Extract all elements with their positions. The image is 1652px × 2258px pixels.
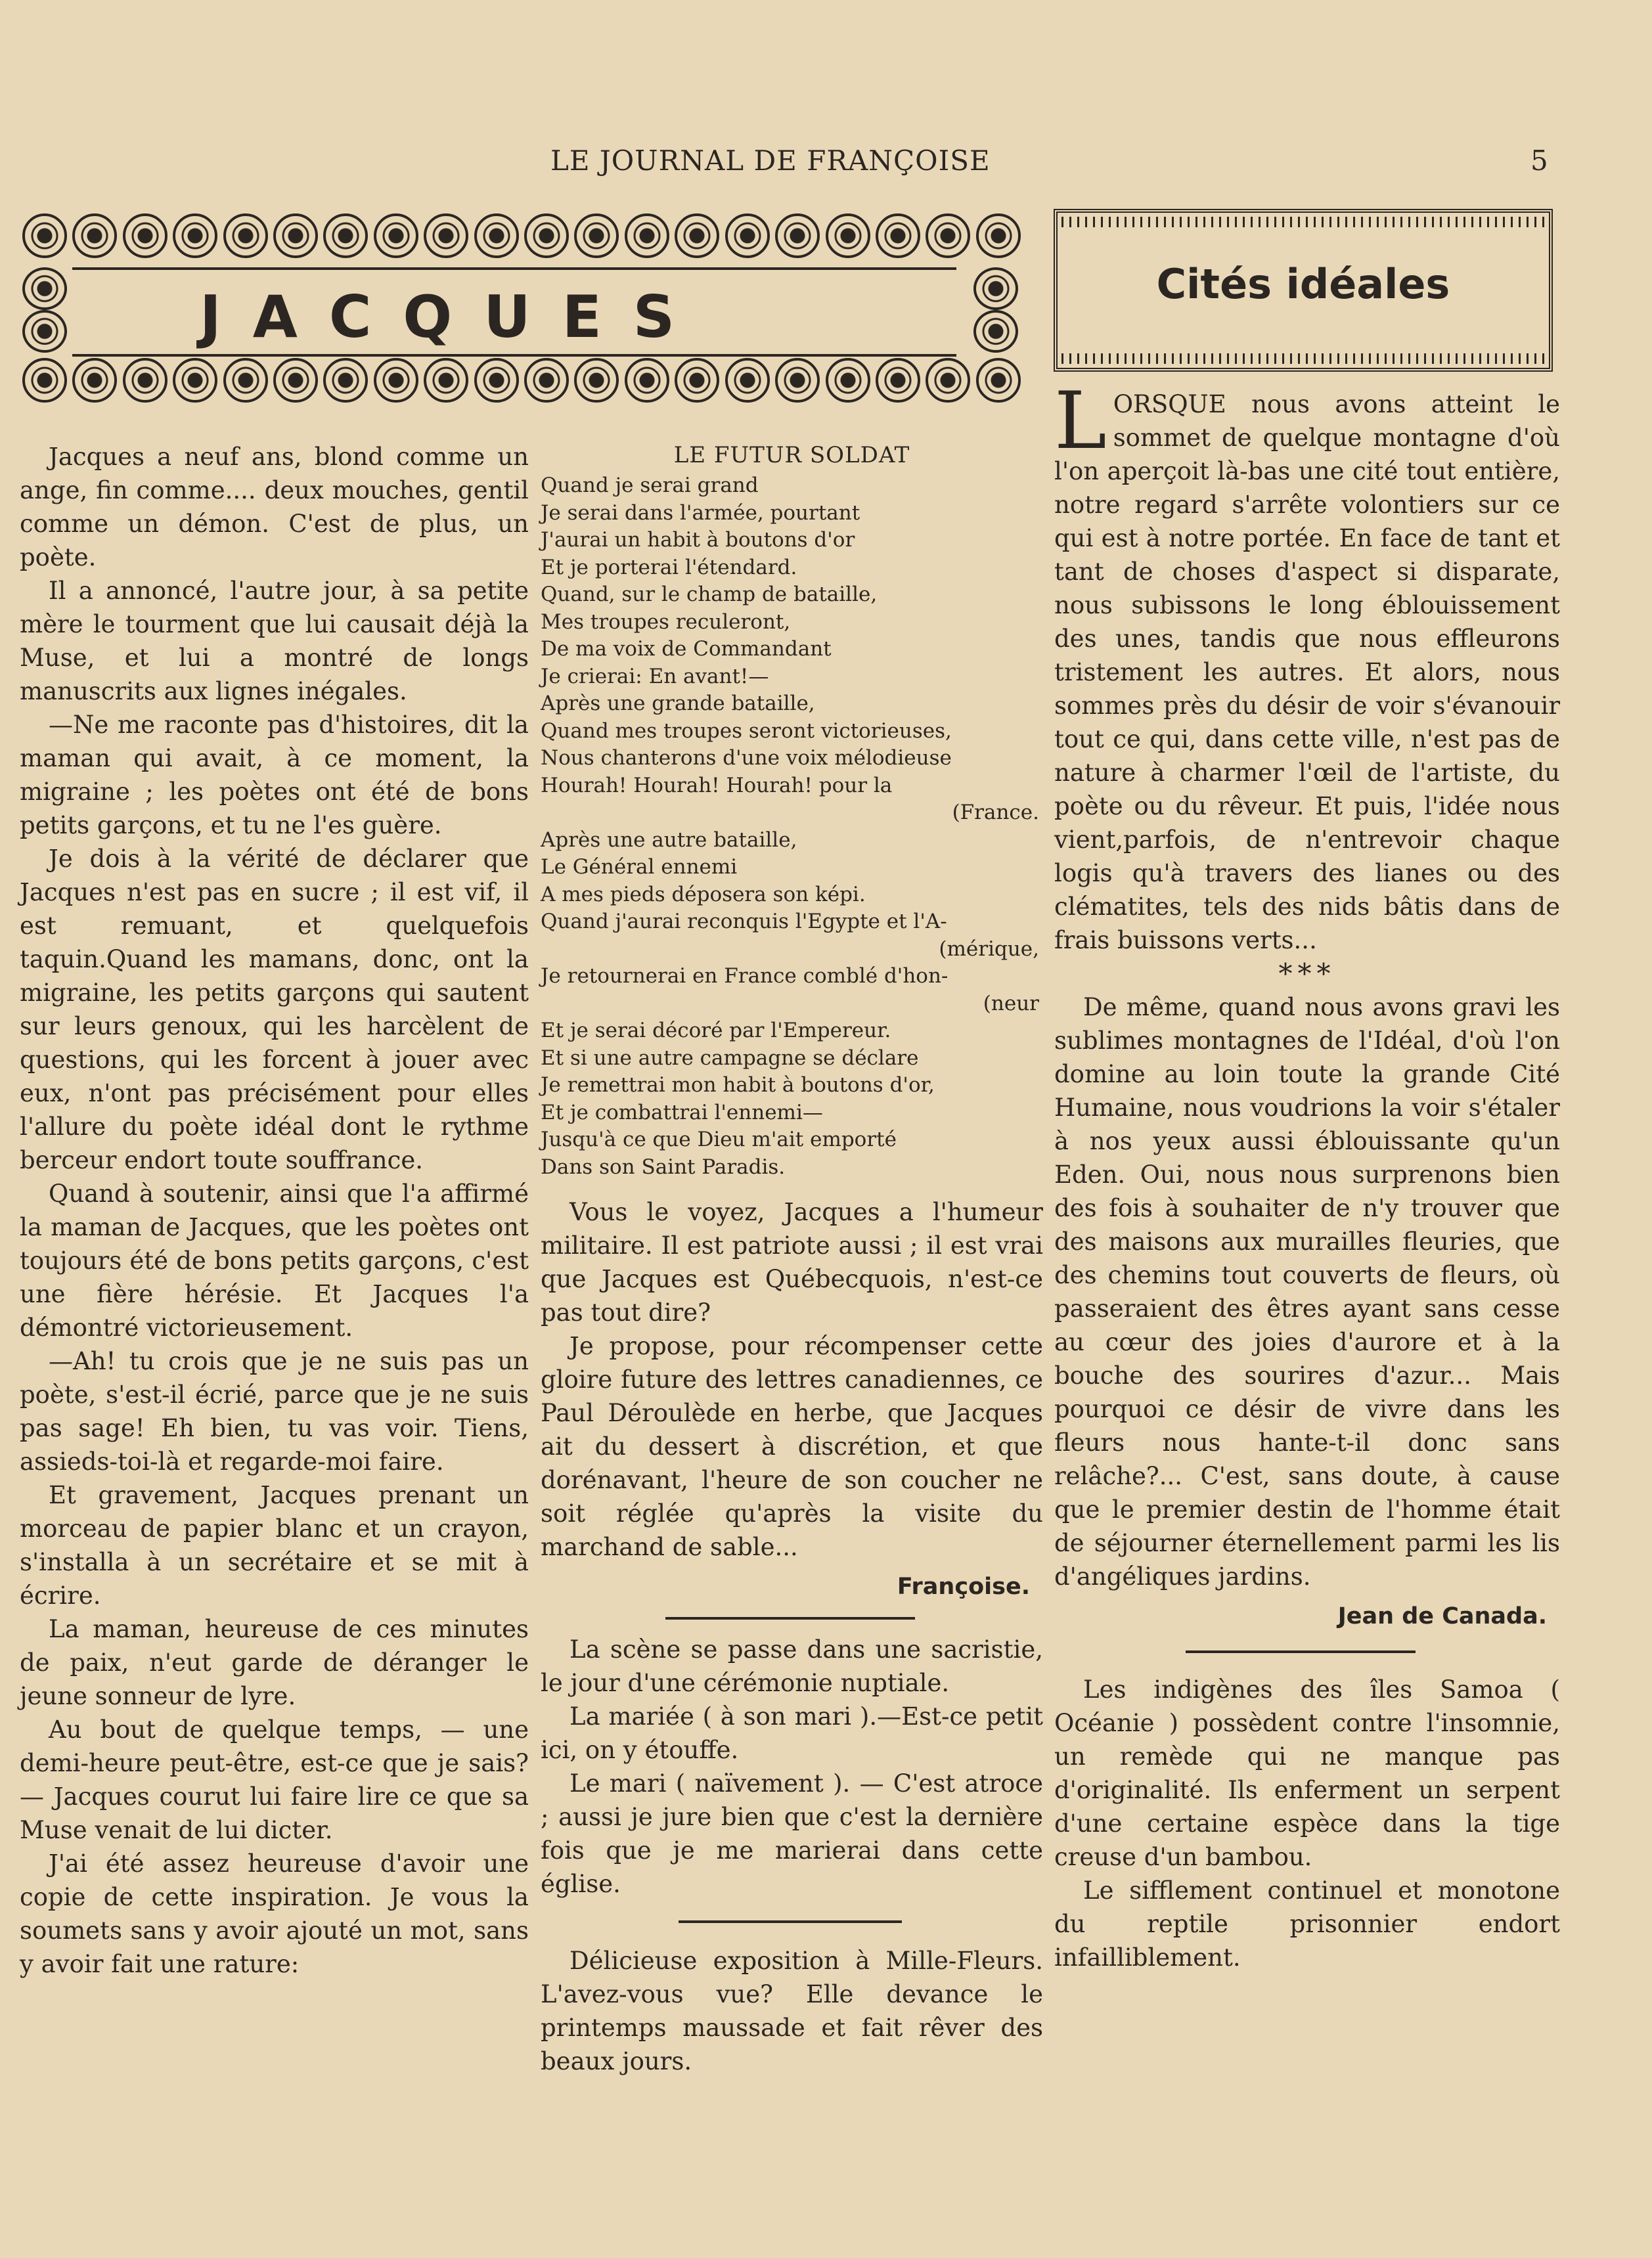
poem-line: Jusqu'à ce que Dieu m'ait emporté	[541, 1128, 897, 1151]
column-2	[541, 439, 1043, 2078]
jacques-paragraph: —Ah! tu crois que je ne suis pas un poète, s'est-il écrié, parce que je ne suis pas sage! Eh bien, tu vas voir. Tiens, assieds-toi-là et regarde-moi faire.	[20, 1347, 529, 1476]
jacques-paragraph: Et gravement, Jacques prenant un morceau de papier blanc et un crayon, s'installa à un secrétaire et se mit à écrire.	[20, 1481, 529, 1610]
rosette-border-right	[973, 267, 1021, 353]
jacques-paragraph: Au bout de quelque temps, — une demi-heure peut-être, est-ce que je sais? — Jacques courut lui faire lire ce que sa Muse venait de lui dicter.	[20, 1716, 529, 1844]
anecdote-paragraph: La scène se passe dans une sacristie, le jour d'une cérémonie nuptiale.	[541, 1635, 1043, 1697]
cites-deco-bottom	[1061, 353, 1545, 364]
poem-line: Je retournerai en France comblé d'hon-	[541, 964, 949, 988]
jacques-paragraph: Je dois à la vérité de déclarer que Jacques n'est pas en sucre ; il est vif, il est remuant, et quelquefois taquin.Quand les mamans, donc, ont la migraine, les petits garçons qui sautent sur leurs genoux, qui les harcèlent de questions, qui les forcent à jouer avec eux, n'ont pas précisément pour elles l'allure du poète idéal dont le rythme berceur endort toute souffrance.	[20, 845, 529, 1174]
poem-line-continuation: (neur	[983, 991, 1039, 1015]
dropcap: L	[1054, 376, 1107, 467]
poem-line: A mes pieds déposera son képi.	[541, 882, 866, 906]
poem-line: J'aurai un habit à boutons d'or	[541, 528, 855, 552]
poem-line-continuation: (mérique,	[939, 937, 1039, 961]
poem-line: Je remettrai mon habit à boutons d'or,	[541, 1073, 935, 1097]
poem-line: Je serai dans l'armée, pourtant	[541, 500, 860, 525]
jacques-paragraph: Jacques a neuf ans, blond comme un ange, fin comme.... deux mouches, gentil comme un démon. C'est de plus, un poète.	[20, 443, 529, 571]
poem-line: Quand je serai grand	[541, 474, 759, 497]
cites-paragraph: ORSQUE nous avons atteint le sommet de quelque montagne d'où l'on aperçoit là-bas une cité tout entière, notre regard s'arrête volontiers sur ce qui est à notre portée. En face de tant et tant de choses d'aspect si disparate, nous subissons le long éblouissement des unes, tandis que nous effleurons tristement les autres. Et alors, nous sommes près du désir de voir s'évanouir tout ce qui, dans cette ville, n'est pas de nature à charmer l'œil de l'artiste, du poète ou du rêveur. Et puis, l'idée nous vient,parfois, de n'entrevoir chaque logis qu'à travers des lianes ou des clématites, tels des nids bâtis dans de frais buissons verts...	[1054, 390, 1560, 954]
jacques-paragraph: Il a annoncé, l'autre jour, à sa petite mère le tourment que lui causait déjà la Muse, et lui a montré de longs manuscrits aux lignes inégales.	[20, 577, 529, 705]
page-number: 5	[1530, 144, 1548, 177]
poem-line: Nous chanterons d'une voix mélodieuse	[541, 746, 952, 770]
poem-line: Quand mes troupes seront victorieuses,	[541, 719, 952, 743]
poem-line: Mes troupes reculeront,	[541, 609, 791, 634]
jacques-paragraph: Quand à soutenir, ainsi que l'a affirmé la maman de Jacques, que les poètes ont toujours été de bons petits garçons, c'est une fière hérésie. Et Jacques l'a démontré victorieusement.	[20, 1180, 529, 1342]
running-title: LE JOURNAL DE FRANÇOISE	[550, 144, 991, 177]
poem-line: Dans son Saint Paradis.	[541, 1155, 786, 1179]
jacques-title: JACQUES	[200, 283, 707, 351]
poem-line: Le Général ennemi	[541, 855, 738, 879]
divider	[541, 1604, 1043, 1633]
poem-line: Je crierai: En avant!—	[541, 664, 769, 688]
column-3	[1054, 376, 1560, 1974]
exposition-paragraph: Délicieuse exposition à Mille-Fleurs. L'avez-vous vue? Elle devance le printemps maussade et fait rêver des beaux jours.	[541, 1947, 1043, 2075]
poem-line: Hourah! Hourah! Hourah! pour la	[541, 773, 893, 797]
cites-title: Cités idéales	[1156, 260, 1450, 308]
poem-line: Et si une autre campagne se déclare	[541, 1046, 919, 1070]
anecdote-paragraph: Le mari ( naïvement ). — C'est atroce ; aussi je jure bien que c'est la dernière fois que je me marierai dans cette église.	[541, 1769, 1043, 1898]
poem-line: Quand, sur le champ de bataille,	[541, 583, 878, 606]
poem-line: De ma voix de Commandant	[541, 637, 832, 661]
cites-title-frame	[1054, 209, 1553, 372]
anecdote-paragraph: La mariée ( à son mari ).—Est-ce petit ici, on y étouffe.	[541, 1702, 1043, 1764]
signature-francoise: Françoise.	[897, 1574, 1030, 1600]
poem-line: Après une grande bataille,	[541, 692, 815, 715]
cites-deco-top	[1061, 217, 1545, 227]
section-stars: ***	[1278, 958, 1336, 990]
jacques-paragraph: J'ai été assez heureuse d'avoir une copie de cette inspiration. Je vous la soumets sans y avoir ajouté un mot, sans y avoir fait une rature:	[20, 1849, 529, 1978]
samoa-paragraph: Le sifflement continuel et monotone du reptile prisonnier endort infailliblement.	[1054, 1876, 1560, 1972]
jacques-paragraph: La maman, heureuse de ces minutes de paix, n'eut garde de déranger le jeune sonneur de lyre.	[20, 1615, 529, 1710]
poem-line: Après une autre bataille,	[541, 828, 797, 852]
poem-line: Et je combattrai l'ennemi—	[541, 1100, 823, 1124]
jacques-title-frame	[22, 213, 1021, 405]
rosette-border-left	[22, 267, 70, 353]
column-1	[20, 440, 529, 1981]
signature-jean-de-canada: Jean de Canada.	[1337, 1603, 1547, 1629]
jacques-paragraph: —Ne me raconte pas d'histoires, dit la maman qui avait, à ce moment, la migraine ; les poètes ont été de bons petits garçons, et tu ne l'es guère.	[20, 711, 529, 839]
samoa-paragraph: Les indigènes des îles Samoa ( Océanie ) possèdent contre l'insomnie, un remède qui ne manque pas d'originalité. Ils enferment un serpent d'une certaine espèce dans la tige creuse d'un bambou.	[1054, 1675, 1560, 1871]
poem-line: Quand j'aurai reconquis l'Egypte et l'A-	[541, 910, 947, 933]
poem	[541, 472, 1043, 1181]
poem-line-continuation: (France.	[952, 801, 1039, 824]
conclusion-paragraph: Je propose, pour récompenser cette gloire future des lettres canadiennes, ce Paul Déroulède en herbe, que Jacques ait du dessert à discrétion, et que dorénavant, l'heure de son coucher ne soit réglée qu'après la visite du marchand de sable...	[541, 1332, 1043, 1561]
poem-title: LE FUTUR SOLDAT	[673, 442, 910, 468]
rosette-border-bottom	[22, 358, 1021, 405]
conclusion-paragraph: Vous le voyez, Jacques a l'humeur militaire. Il est patriote aussi ; il est vrai que Jacques est Québecquois, n'est-ce pas tout dire?	[541, 1198, 1043, 1327]
poem-line: Et je serai décoré par l'Empereur.	[541, 1019, 891, 1042]
divider	[541, 1901, 1043, 1944]
rosette-border-top	[22, 213, 1021, 261]
divider	[1054, 1633, 1560, 1673]
poem-line: Et je porterai l'étendard.	[541, 555, 797, 579]
cites-paragraph: De même, quand nous avons gravi les sublimes montagnes de l'Idéal, d'où l'on domine au loin toute la grande Cité Humaine, nous voudrions la voir s'étaler à nos yeux aussi éblouissante qu'un Eden. Oui, nous nous surprenons bien des fois à souhaiter de n'y trouver que des maisons aux murailles fleuries, que des chemins tout couverts de fleurs, où passeraient des êtres ayant sans cesse au cœur des joies d'aurore et à la bouche des sourires d'azur... Mais pourquoi ce désir de vivre dans les fleurs nous hante-t-il donc sans relâche?... C'est, sans doute, à cause que le premier destin de l'homme était de séjourner éternellement parmi les lis d'angéliques jardins.	[1054, 993, 1560, 1591]
